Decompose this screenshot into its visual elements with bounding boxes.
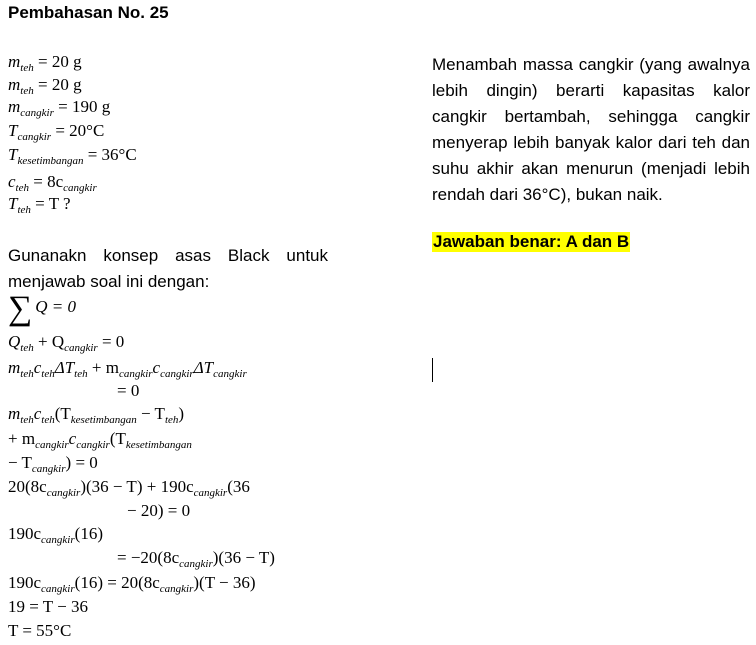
step-linear: 19 = T − 36	[8, 597, 88, 616]
step-substituted-cont: − 20) = 0	[127, 501, 191, 520]
step-q-balance: $Q_{teh} + Q_{cangkir} = 0$	[8, 332, 125, 354]
known-mass-cup: $m_{cangkir} = 190$ g	[8, 97, 111, 119]
known-specific-heat: $c_{teh} = 8c_{cangkir}$	[8, 172, 97, 194]
known-mass-tea: $m_{teh} = 20$ g	[8, 52, 82, 74]
step-expanded-1: $m_{teh}c_{teh}(T_{kesetimbangan} - T_{teh})$	[8, 404, 185, 426]
known-temp-cup: $T_{cangkir} = 20^\circ C$	[8, 121, 105, 143]
step-m-c-dt: $m_{teh}c_{teh}\Delta T_{teh} + m_{cangkir}c_{cangkir}\Delta T_{cangkir}$	[8, 358, 247, 380]
text-cursor	[432, 358, 433, 382]
intro-text: Gunanakn konsep asas Black untuk menjawab soal ini dengan:	[8, 246, 328, 291]
step-rearranged: $190c_{cangkir}(16)$	[8, 524, 103, 546]
known-temp-equilibrium: $T_{kesetimbangan} = 36^\circ C$	[8, 145, 137, 167]
step-result: T = 55°C	[8, 621, 72, 640]
step-m-c-dt-result: = 0	[117, 381, 140, 400]
answer-highlight: Jawaban benar: A dan B	[433, 232, 630, 251]
step-expanded-2: + $m_{cangkir}c_{cangkir}(T_{kesetimbangan}$	[8, 429, 192, 451]
known-mass-tea-repeat: $m_{teh} = 20$ g	[8, 75, 82, 97]
step-simplified: $190c_{cangkir}(16) = 20(8c_{cangkir})(T - 36)$	[8, 573, 256, 595]
sigma-symbol: ∑	[8, 290, 33, 327]
section-title: Pembahasan No. 25	[8, 3, 169, 22]
step-rearranged-cont: = $-20(8c_{cangkir})(36 - T)$	[117, 548, 275, 570]
step-substituted: $20(8c_{cangkir})(36 - T) + 190c_{cangkir}(36$	[8, 477, 250, 499]
step-sum-q: ∑ Q = 0	[8, 290, 76, 327]
step-expanded-3: − $T_{cangkir}) = 0$	[8, 453, 98, 475]
explanation-paragraph: Menambah massa cangkir (yang awalnya lebih dingin) berarti kapasitas kalor cangkir bertambah, sehingga cangkir menyerap lebih banyak kalor dari teh dan suhu akhir akan menurun (menjadi lebih rendah dari 36°C), bukan naik.	[432, 55, 750, 204]
unknown-temp-tea: $T_{teh} = T$ ?	[8, 194, 71, 216]
